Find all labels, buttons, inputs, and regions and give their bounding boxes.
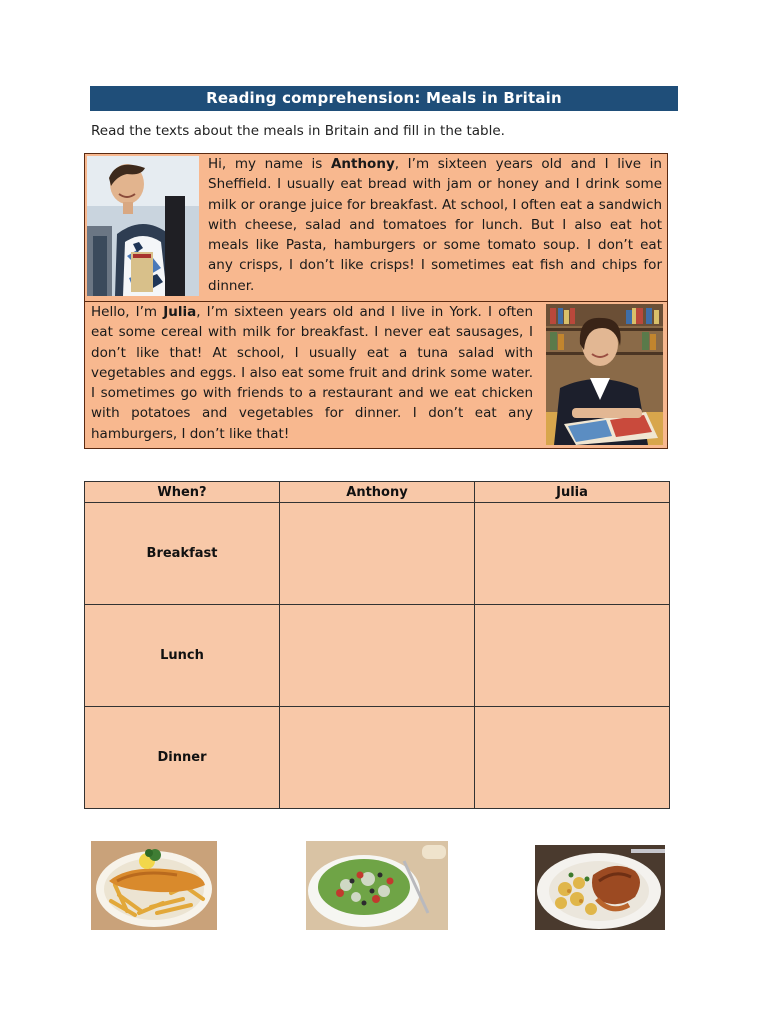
anthony-name: Anthony <box>330 156 395 172</box>
header-when: When? <box>85 482 280 503</box>
row-label-breakfast: Breakfast <box>85 503 280 605</box>
anthony-dinner-cell[interactable] <box>280 707 475 809</box>
table-header-row <box>85 482 670 503</box>
header-anthony: Anthony <box>280 482 475 503</box>
anthony-passage <box>208 154 662 296</box>
chicken-potatoes-photo <box>535 845 665 930</box>
reading-passages-box <box>84 153 668 449</box>
table-row <box>85 707 670 809</box>
tuna-salad-photo <box>306 841 448 930</box>
meals-table <box>84 481 670 809</box>
table-row <box>85 503 670 605</box>
julia-lunch-cell[interactable] <box>475 605 670 707</box>
julia-passage-intro: Hello, I’m <box>91 304 164 320</box>
row-label-dinner: Dinner <box>85 707 280 809</box>
julia-dinner-cell[interactable] <box>475 707 670 809</box>
row-label-lunch: Lunch <box>85 605 280 707</box>
instructions-text: Read the texts about the meals in Britain and fill in the table. <box>91 123 505 139</box>
anthony-lunch-cell[interactable] <box>280 605 475 707</box>
anthony-passage-body: , I’m sixteen years old and I live in Sheffield. I usually eat bread with jam or honey and I drink some milk or orange juice for breakfast. At school, I often eat a sandwich with cheese, salad and tomatoes for lunch. But I also eat hot meals like Pasta, hamburgers or some tomato soup. I don’t eat any crisps, I don’t like crisps! I sometimes eat fish and chips for dinner. <box>208 156 662 294</box>
julia-passage <box>91 302 533 444</box>
table-row <box>85 605 670 707</box>
header-julia: Julia <box>475 482 670 503</box>
julia-name: Julia <box>163 304 197 320</box>
anthony-breakfast-cell[interactable] <box>280 503 475 605</box>
anthony-passage-intro: Hi, my name is <box>208 156 331 172</box>
student-boy-photo <box>87 156 199 296</box>
fish-and-chips-photo <box>91 841 217 930</box>
julia-passage-body: , I’m sixteen years old and I live in York. I often eat some cereal with milk for breakfast. I never eat sausages, I don’t like that! At school, I usually eat a tuna salad with vegetables and eggs. I also eat some fruit and drink some water. I sometimes go with friends to a restaurant and we eat chicken with potatoes and vegetables for dinner. I don’t eat any hamburgers, I don’t like that! <box>91 304 533 442</box>
julia-breakfast-cell[interactable] <box>475 503 670 605</box>
worksheet-title: Reading comprehension: Meals in Britain <box>90 86 678 111</box>
student-girl-photo <box>546 304 663 445</box>
